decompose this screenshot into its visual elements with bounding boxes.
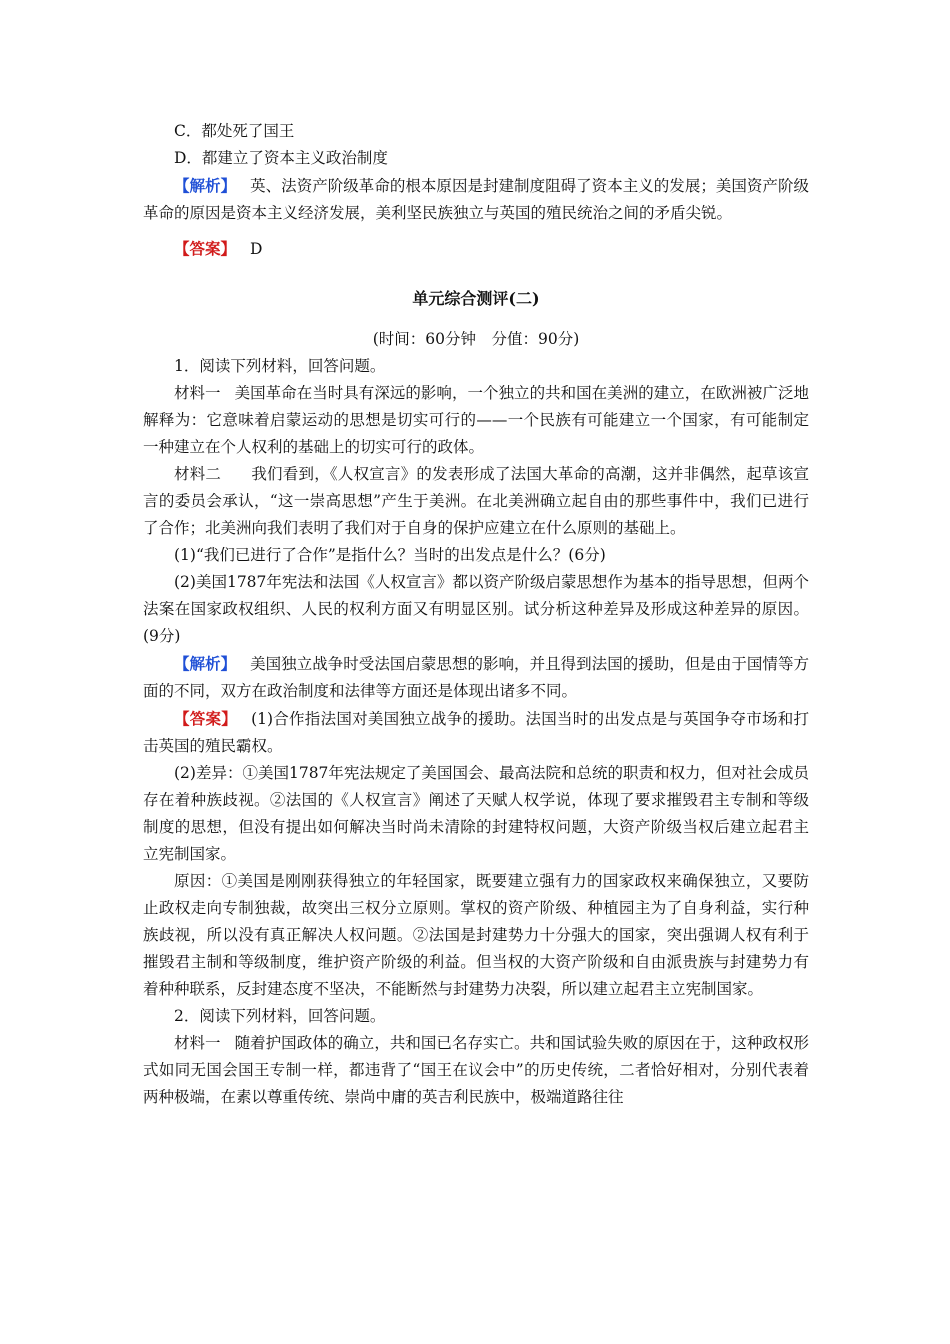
q1-material-2 <box>143 461 809 542</box>
option-d: D．都建立了资本主义政治制度 <box>174 149 388 167</box>
prev-analysis <box>143 172 809 227</box>
answer-tag: 【答案】 <box>174 709 238 728</box>
q1-analysis <box>143 650 809 705</box>
q1-sub-question-2: (2)美国1787年宪法和法国《人权宣言》都以资产阶级启蒙思想作为基本的指导思想，但两个法案在国家政权组织、人民的权利方面又有明显区别。试分析这种差异及形成这种差异的原因。(9分) <box>143 573 809 645</box>
q1-answer-2: (2)差异：①美国1787年宪法规定了美国国会、最高法院和总统的职责和权力，但对社会成员存在着种族歧视。②法国的《人权宣言》阐述了天赋人权学说，体现了要求摧毁君主专制和等级制度的思想，但没有提出如何解决当时尚未清除的封建特权问题，大资产阶级当权后建立起君主立宪制国家。 <box>143 764 809 863</box>
material-text: 我们看到，《人权宣言》的发表形成了法国大革命的高潮，这并非偶然，起草该宣言的委员会承认，“这一崇高思想”产生于美洲。在北美洲确立起自由的那些事件中，我们已进行了合作；北美洲向我们表明了我们对于自身的保护应建立在什么原则的基础上。 <box>143 465 809 537</box>
q1-answer <box>143 705 809 760</box>
analysis-tag: 【解析】 <box>174 654 237 673</box>
option-c: C．都处死了国王 <box>174 122 295 140</box>
page-content <box>143 118 809 1111</box>
q1-stem: 1．阅读下列材料，回答问题。 <box>174 357 386 375</box>
material-text: 美国革命在当时具有深远的影响，一个独立的共和国在美洲的建立，在欧洲被广泛地解释为：它意味着启蒙运动的思想是切实可行的——一个民族有可能建立一个国家，有可能制定一种建立在个人权利的基础上的切实可行的政体。 <box>143 384 809 456</box>
material-label: 材料一 <box>174 384 221 402</box>
q1-sub-question-1: (1)“我们已进行了合作”是指什么？当时的出发点是什么？(6分) <box>174 546 606 564</box>
analysis-text: 英、法资产阶级革命的根本原因是封建制度阻碍了资本主义的发展；美国资产阶级革命的原因是资本主义经济发展，美利坚民族独立与英国的殖民统治之间的矛盾尖锐。 <box>143 177 809 222</box>
answer-tag: 【答案】 <box>174 239 237 258</box>
material-label: 材料一 <box>174 1034 221 1052</box>
q2-material-1 <box>143 1030 809 1111</box>
unit-meta: (时间：60分钟 分值：90分) <box>372 330 580 348</box>
analysis-text: 美国独立战争时受法国启蒙思想的影响，并且得到法国的援助，但是由于国情等方面的不同，双方在政治制度和法律等方面还是体现出诸多不同。 <box>143 655 809 700</box>
analysis-tag: 【解析】 <box>174 176 237 195</box>
answer-text: (1)合作指法国对美国独立战争的援助。法国当时的出发点是与英国争夺市场和打击英国的殖民霸权。 <box>143 710 809 755</box>
material-text: 随着护国政体的确立，共和国已名存实亡。共和国试验失败的原因在于，这种政权形式如同无国会国王专制一样，都违背了“国王在议会中”的历史传统，二者恰好相对，分别代表着两种极端，在素以尊重传统、崇尚中庸的英吉利民族中，极端道路往往 <box>143 1034 809 1106</box>
unit-title: 单元综合测评(二) <box>412 289 540 308</box>
prev-answer <box>143 235 809 263</box>
answer-text: D <box>250 240 263 258</box>
material-label: 材料二 <box>174 465 222 483</box>
q2-stem: 2．阅读下列材料，回答问题。 <box>174 1007 386 1025</box>
q1-material-1 <box>143 380 809 461</box>
q1-answer-3: 原因：①美国是刚刚获得独立的年轻国家，既要建立强有力的国家政权来确保独立，又要防止政权走向专制独裁，故突出三权分立原则。掌权的资产阶级、种植园主为了自身利益，实行种族歧视，所以没有真正解决人权问题。②法国是封建势力十分强大的国家，突出强调人权有利于摧毁君主制和等级制度，维护资产阶级的利益。但当权的大资产阶级和自由派贵族与封建势力有着种种联系，反封建态度不坚决，不能断然与封建势力决裂，所以建立起君主立宪制国家。 <box>143 872 809 998</box>
